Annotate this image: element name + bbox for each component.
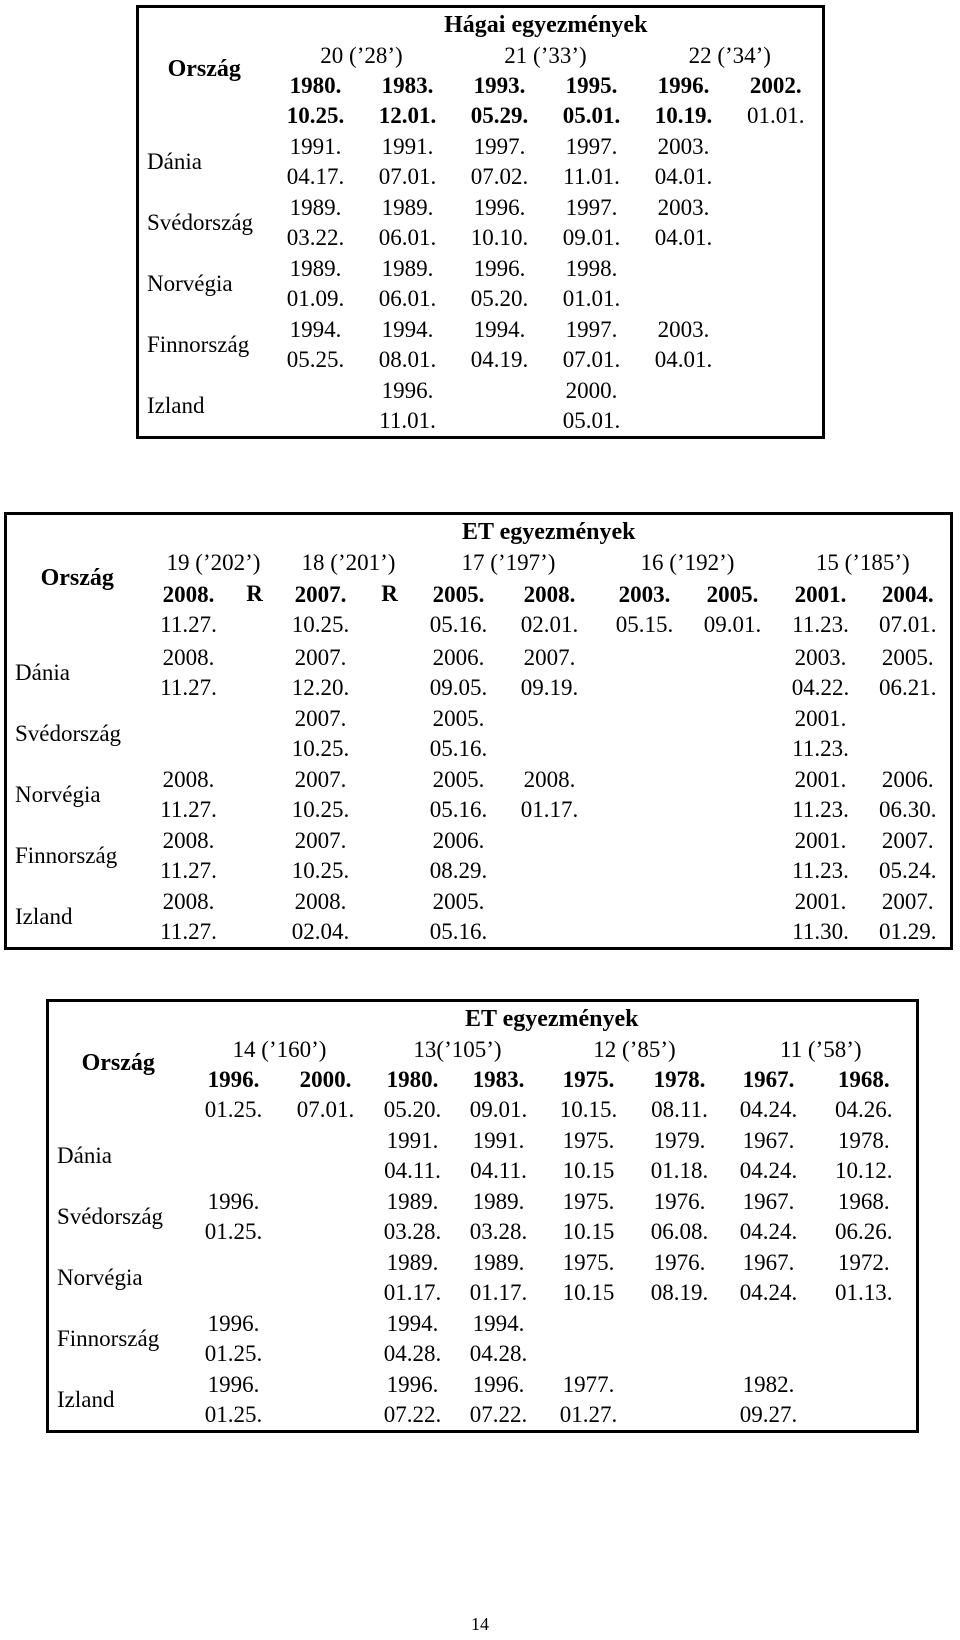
ratification-date-cell: 1967. 04.24. <box>739 1249 798 1305</box>
ratification-date-cell: 2006. 08.29. <box>429 827 488 883</box>
ratification-date-cell: 1982. 09.27. <box>739 1371 798 1427</box>
ratification-date-cell: 1977. 01.27. <box>559 1371 618 1427</box>
table-row <box>6 703 952 764</box>
ratification-date-cell: 1997. 07.02. <box>470 133 529 189</box>
ratification-date-cell: 1996. 07.22. <box>469 1371 528 1427</box>
convention-date-header: 1968. 04.26. <box>835 1066 893 1122</box>
ratification-date-cell: 1989. 01.17. <box>469 1249 528 1305</box>
ratification-date-cell: 1989. 03.28. <box>469 1188 528 1244</box>
ratification-date-cell <box>600 642 690 703</box>
ratification-date-cell: 2006. 06.30. <box>879 766 937 822</box>
ratification-date-cell <box>280 1125 372 1186</box>
ratification-date-cell <box>500 825 600 886</box>
convention-date-header: 1996. 01.25. <box>204 1066 263 1122</box>
ratification-date-cell <box>730 253 824 314</box>
ratification-date-cell: 1967. 04.24. <box>739 1188 798 1244</box>
convention-date-header: 2002. 01.01. <box>747 72 805 128</box>
ratification-date-cell <box>690 825 776 886</box>
ratification-date-cell: 1994. 08.01. <box>378 316 437 372</box>
ratification-date-cell <box>638 375 730 438</box>
ratification-date-cell: 2001. 11.23. <box>792 827 849 883</box>
ratification-date-cell <box>690 764 776 825</box>
convention-date-header: 2004. 07.01. <box>879 581 937 637</box>
convention-date-header: 1996. 10.19. <box>654 72 713 128</box>
ratification-date-cell <box>188 1125 280 1186</box>
ratification-date-cell: 1979. 01.18. <box>650 1127 709 1183</box>
ratification-date-cell: 1994. 04.19. <box>470 316 529 372</box>
country-header: Ország <box>81 1050 155 1076</box>
ratification-date-cell <box>812 1308 918 1369</box>
ratification-date-cell: 1989. 06.01. <box>378 194 437 250</box>
ratification-date-cell: 1994. 04.28. <box>469 1310 528 1366</box>
convention-date-header: 2000. 07.01. <box>296 1066 355 1122</box>
ratification-date-cell: 1996. 01.25. <box>204 1310 263 1366</box>
reservation-spacer <box>230 886 280 949</box>
ratification-date-cell: 1976. 08.19. <box>650 1249 709 1305</box>
table-row <box>48 1247 918 1308</box>
ratification-date-cell: 2005. 05.16. <box>429 766 488 822</box>
ratification-date-cell: 1996. 11.01. <box>379 377 436 433</box>
convention-date-header: 2003. 05.15. <box>615 581 674 637</box>
convention-group-header: 20 (’28’) <box>320 43 403 68</box>
table-row <box>138 131 824 192</box>
table-row <box>138 314 824 375</box>
convention-group-header: 17 (’197’) <box>461 550 556 575</box>
reservation-spacer <box>362 642 418 703</box>
table-row <box>6 764 952 825</box>
table-title: Hágai egyezmények <box>444 11 648 38</box>
country-name: Finnország <box>57 1325 160 1351</box>
convention-group-header: 12 (’85’) <box>593 1037 676 1062</box>
ratification-date-cell: 2007. 10.25. <box>291 766 350 822</box>
country-name: Svédország <box>15 720 122 746</box>
ratification-date-cell <box>188 1247 280 1308</box>
ratification-date-cell <box>500 886 600 949</box>
ratification-date-cell <box>730 375 824 438</box>
ratification-date-cell <box>634 1308 726 1369</box>
ratification-date-cell <box>280 1308 372 1369</box>
convention-date-header: 2008. 02.01. <box>520 581 579 637</box>
ratification-date-cell: 2006. 09.05. <box>429 644 488 700</box>
ratification-date-cell: 2001. 11.23. <box>792 766 849 822</box>
ratification-date-cell: 2007. 12.20. <box>291 644 350 700</box>
ratification-date-cell: 2008. 01.17. <box>520 766 579 822</box>
ratification-date-cell: 1968. 06.26. <box>835 1188 893 1244</box>
ratification-date-cell <box>454 375 546 438</box>
ratification-date-cell: 1994. 05.25. <box>286 316 345 372</box>
table-row <box>138 192 824 253</box>
ratification-date-cell: 1975. 10.15 <box>562 1127 615 1183</box>
ratification-date-cell <box>812 1369 918 1432</box>
country-name: Finnország <box>147 331 250 357</box>
country-name: Norvégia <box>15 781 101 807</box>
ratification-date-cell: 1975. 10.15 <box>562 1249 615 1305</box>
convention-date-header: 1967. 04.24. <box>739 1066 798 1122</box>
ratification-date-cell <box>726 1308 812 1369</box>
reservation-mark: R <box>246 581 263 606</box>
table-row <box>48 1369 918 1432</box>
ratification-date-cell: 2001. 11.30. <box>792 888 849 944</box>
ratification-date-cell <box>148 703 230 764</box>
convention-date-header: 1983. 09.01. <box>469 1066 528 1122</box>
table-title: ET egyezmények <box>462 518 636 545</box>
ratification-date-cell: 2005. 05.16. <box>429 888 488 944</box>
ratification-date-cell: 1996. 01.25. <box>204 1188 263 1244</box>
country-name: Dánia <box>147 148 202 174</box>
ratification-date-cell: 2003. 04.01. <box>654 316 713 372</box>
reservation-spacer <box>230 642 280 703</box>
reservation-spacer <box>230 825 280 886</box>
ratification-date-cell <box>600 764 690 825</box>
ratification-date-cell: 1996. 01.25. <box>204 1371 263 1427</box>
ratification-date-cell <box>866 703 952 764</box>
ratification-date-cell <box>634 1369 726 1432</box>
ratification-date-cell: 1991. 07.01. <box>378 133 437 189</box>
ratification-date-cell <box>500 703 600 764</box>
country-name: Dánia <box>57 1142 112 1168</box>
ratification-date-cell: 2007. 09.19. <box>520 644 579 700</box>
convention-date-header: 1980. 10.25. <box>286 72 345 128</box>
convention-group-header: 15 (’185’) <box>815 550 910 575</box>
ratification-date-cell: 1991. 04.11. <box>470 1127 527 1183</box>
ratification-date-cell <box>280 1369 372 1432</box>
country-name: Norvégia <box>147 270 233 296</box>
reservation-mark: R <box>381 581 398 606</box>
table-row <box>6 886 952 949</box>
reservation-spacer <box>362 825 418 886</box>
reservation-spacer <box>362 703 418 764</box>
ratification-date-cell: 2008. 11.27. <box>160 827 217 883</box>
ratification-date-cell: 1972. 01.13. <box>835 1249 893 1305</box>
convention-date-header: 1975. 10.15. <box>559 1066 618 1122</box>
ratification-date-cell <box>638 253 730 314</box>
ratification-date-cell: 1996. 10.10. <box>470 194 529 250</box>
ratification-date-cell: 2005. 06.21. <box>879 644 937 700</box>
convention-date-header: 1978. 08.11. <box>651 1066 708 1122</box>
ratification-date-cell: 1997. 09.01. <box>562 194 621 250</box>
table-row <box>48 1125 918 1186</box>
ratification-date-cell: 2000. 05.01. <box>562 377 621 433</box>
ratification-date-cell <box>600 703 690 764</box>
convention-group-header: 11 (’58’) <box>779 1037 862 1062</box>
ratification-date-cell <box>690 703 776 764</box>
ratification-date-cell <box>280 1186 372 1247</box>
ratification-date-cell: 2003. 04.22. <box>791 644 850 700</box>
convention-date-header: 2005. 05.16. <box>429 581 488 637</box>
convention-date-header: 1995. 05.01. <box>562 72 621 128</box>
ratification-date-cell: 2005. 05.16. <box>429 705 488 761</box>
ratification-date-cell: 1991. 04.17. <box>286 133 345 189</box>
reservation-spacer <box>230 703 280 764</box>
ratification-date-cell <box>690 886 776 949</box>
ratification-date-cell: 1989. 01.17. <box>383 1249 442 1305</box>
country-name: Norvégia <box>57 1264 143 1290</box>
table-title: ET egyezmények <box>465 1005 639 1032</box>
convention-date-header: 1993. 05.29. <box>470 72 529 128</box>
table-row <box>6 825 952 886</box>
country-name: Svédország <box>147 209 254 235</box>
ratification-date-cell: 2001. 11.23. <box>792 705 849 761</box>
country-name: Izland <box>57 1386 115 1412</box>
convention-date-header: 1983. 12.01. <box>378 72 437 128</box>
convention-date-header: 2008. 11.27. <box>160 581 217 637</box>
convention-date-header: 2005. 09.01. <box>703 581 762 637</box>
reservation-spacer <box>362 764 418 825</box>
ratification-date-cell: 1976. 06.08. <box>650 1188 709 1244</box>
country-name: Finnország <box>15 842 118 868</box>
ratification-date-cell: 2007. 10.25. <box>291 827 350 883</box>
convention-group-header: 19 (’202’) <box>166 550 261 575</box>
coe-conventions-table-b <box>46 999 919 1433</box>
ratification-date-cell: 2003. 04.01. <box>654 133 713 189</box>
ratification-date-cell: 1994. 04.28. <box>383 1310 442 1366</box>
ratification-date-cell: 1989. 03.28. <box>383 1188 442 1244</box>
country-name: Dánia <box>15 659 70 685</box>
ratification-date-cell: 2008. 02.04. <box>291 888 350 944</box>
ratification-date-cell: 1996. 05.20. <box>470 255 529 311</box>
ratification-date-cell <box>544 1308 634 1369</box>
ratification-date-cell: 2007. 05.24. <box>879 827 937 883</box>
ratification-date-cell: 2003. 04.01. <box>654 194 713 250</box>
table-row <box>138 253 824 314</box>
ratification-date-cell <box>690 642 776 703</box>
convention-date-header: 1980. 05.20. <box>383 1066 442 1122</box>
ratification-date-cell: 1997. 07.01. <box>562 316 621 372</box>
ratification-date-cell <box>730 131 824 192</box>
hague-conventions-table <box>136 5 825 439</box>
table-row <box>48 1186 918 1247</box>
reservation-spacer <box>230 764 280 825</box>
convention-group-header: 21 (’33’) <box>504 43 587 68</box>
table-row <box>138 375 824 438</box>
ratification-date-cell <box>270 375 362 438</box>
ratification-date-cell <box>730 192 824 253</box>
ratification-date-cell: 2007. 01.29. <box>879 888 937 944</box>
ratification-date-cell: 2008. 11.27. <box>160 644 217 700</box>
convention-group-header: 13(’105’) <box>413 1037 502 1062</box>
ratification-date-cell: 1989. 03.22. <box>286 194 345 250</box>
ratification-date-cell: 1975. 10.15 <box>562 1188 615 1244</box>
ratification-date-cell <box>730 314 824 375</box>
coe-conventions-table-a <box>4 512 953 950</box>
ratification-date-cell: 1989. 06.01. <box>378 255 437 311</box>
ratification-date-cell: 1967. 04.24. <box>739 1127 798 1183</box>
country-header: Ország <box>40 565 114 591</box>
ratification-date-cell: 1989. 01.09. <box>286 255 345 311</box>
table-row <box>48 1308 918 1369</box>
country-name: Izland <box>15 903 73 929</box>
convention-group-header: 18 (’201’) <box>301 550 396 575</box>
ratification-date-cell: 2007. 10.25. <box>291 705 350 761</box>
convention-date-header: 2007. 10.25. <box>291 581 350 637</box>
table-row <box>6 642 952 703</box>
ratification-date-cell: 1978. 10.12. <box>835 1127 893 1183</box>
ratification-date-cell: 1996. 07.22. <box>383 1371 442 1427</box>
convention-group-header: 16 (’192’) <box>640 550 735 575</box>
ratification-date-cell: 2008. 11.27. <box>160 766 217 822</box>
ratification-date-cell <box>600 886 690 949</box>
country-name: Izland <box>147 392 205 418</box>
convention-group-header: 14 (’160’) <box>232 1037 327 1062</box>
country-header: Ország <box>167 56 241 82</box>
ratification-date-cell: 1991. 04.11. <box>384 1127 441 1183</box>
ratification-date-cell: 2008. 11.27. <box>160 888 217 944</box>
ratification-date-cell <box>280 1247 372 1308</box>
convention-date-header: 2001. 11.23. <box>792 581 849 637</box>
convention-group-header: 22 (’34’) <box>688 43 771 68</box>
country-name: Svédország <box>57 1203 164 1229</box>
ratification-date-cell: 1998. 01.01. <box>562 255 621 311</box>
ratification-date-cell: 1997. 11.01. <box>563 133 620 189</box>
page-number: 14 <box>471 1614 489 1634</box>
ratification-date-cell <box>600 825 690 886</box>
reservation-spacer <box>362 886 418 949</box>
